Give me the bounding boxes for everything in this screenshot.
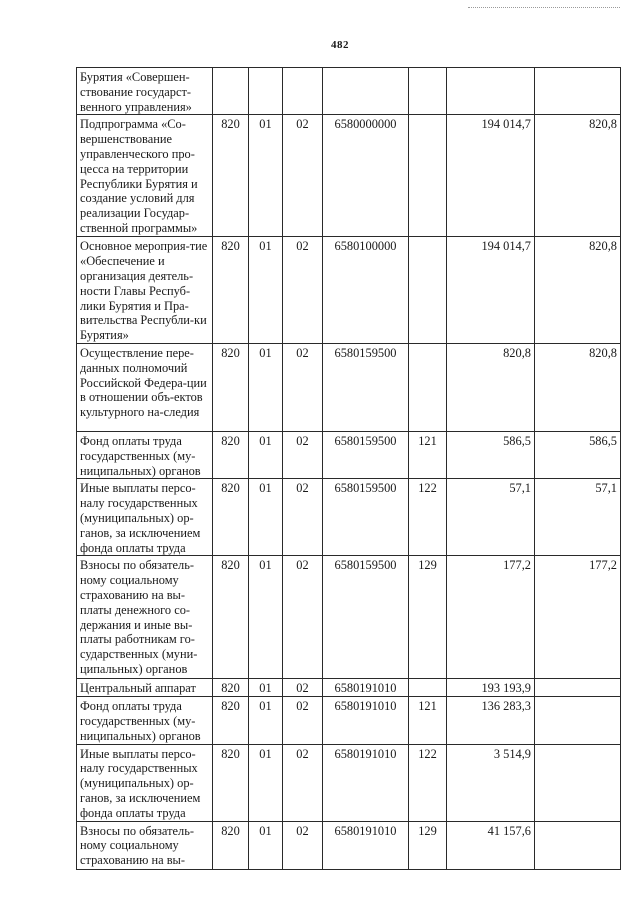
expense-type-cell (409, 237, 447, 344)
subsection-code-cell: 02 (283, 237, 323, 344)
ministry-code-cell: 820 (213, 679, 249, 697)
amount-federal-cell: 820,8 (535, 237, 621, 344)
target-article-cell: 6580191010 (323, 744, 409, 821)
subsection-code-cell: 02 (283, 556, 323, 679)
scan-edge-mark (468, 7, 620, 8)
target-article-cell: 6580159500 (323, 556, 409, 679)
row-name-cell: Подпрограмма «Со-вершенствование управленческого про-цесса на территории Республики Бурятия и создание условий для реализации Государ-ственной программы» (77, 115, 213, 237)
section-code-cell: 01 (249, 115, 283, 237)
subsection-code-cell: 02 (283, 115, 323, 237)
subsection-code-cell: 02 (283, 697, 323, 744)
ministry-code-cell (213, 68, 249, 115)
page-number: 482 (331, 39, 349, 51)
amount-federal-cell (535, 679, 621, 697)
amount-federal-cell: 57,1 (535, 479, 621, 556)
subsection-code-cell: 02 (283, 679, 323, 697)
target-article-cell: 6580159500 (323, 479, 409, 556)
ministry-code-cell: 820 (213, 343, 249, 431)
row-name-cell: Фонд оплаты труда государственных (му-ниципальных) органов (77, 697, 213, 744)
subsection-code-cell: 02 (283, 744, 323, 821)
target-article-cell: 6580000000 (323, 115, 409, 237)
amount-total-cell: 820,8 (447, 343, 535, 431)
target-article-cell: 6580191010 (323, 679, 409, 697)
section-code-cell: 01 (249, 431, 283, 478)
target-article-cell: 6580100000 (323, 237, 409, 344)
row-name-cell: Иные выплаты персо-налу государственных (муниципальных) ор-ганов, за исключением фонда оплаты труда (77, 744, 213, 821)
subsection-code-cell (283, 68, 323, 115)
section-code-cell (249, 68, 283, 115)
amount-federal-cell: 586,5 (535, 431, 621, 478)
budget-table (76, 67, 621, 870)
expense-type-cell: 121 (409, 431, 447, 478)
section-code-cell: 01 (249, 679, 283, 697)
amount-total-cell: 194 014,7 (447, 115, 535, 237)
amount-federal-cell (535, 697, 621, 744)
ministry-code-cell: 820 (213, 237, 249, 344)
amount-federal-cell (535, 821, 621, 869)
target-article-cell: 6580191010 (323, 697, 409, 744)
amount-federal-cell (535, 68, 621, 115)
ministry-code-cell: 820 (213, 744, 249, 821)
ministry-code-cell: 820 (213, 431, 249, 478)
ministry-code-cell: 820 (213, 697, 249, 744)
subsection-code-cell: 02 (283, 479, 323, 556)
amount-federal-cell: 820,8 (535, 115, 621, 237)
table-row (77, 821, 621, 869)
ministry-code-cell: 820 (213, 115, 249, 237)
expense-type-cell (409, 343, 447, 431)
subsection-code-cell: 02 (283, 821, 323, 869)
section-code-cell: 01 (249, 821, 283, 869)
section-code-cell: 01 (249, 556, 283, 679)
expense-type-cell: 122 (409, 479, 447, 556)
table-row (77, 343, 621, 431)
table-row (77, 556, 621, 679)
subsection-code-cell: 02 (283, 431, 323, 478)
amount-total-cell: 3 514,9 (447, 744, 535, 821)
section-code-cell: 01 (249, 744, 283, 821)
target-article-cell (323, 68, 409, 115)
row-name-cell: Фонд оплаты труда государственных (му-ниципальных) органов (77, 431, 213, 478)
expense-type-cell (409, 679, 447, 697)
target-article-cell: 6580191010 (323, 821, 409, 869)
table-row (77, 115, 621, 237)
ministry-code-cell: 820 (213, 556, 249, 679)
amount-total-cell: 177,2 (447, 556, 535, 679)
table-row (77, 431, 621, 478)
row-name-cell: Осуществление пере-данных полномочий Российской Федера-ции в отношении объ-ектов культурного на-следия (77, 343, 213, 431)
table-row (77, 68, 621, 115)
section-code-cell: 01 (249, 697, 283, 744)
amount-total-cell: 136 283,3 (447, 697, 535, 744)
row-name-cell: Бурятия «Совершен-ствование государст-венного управления» (77, 68, 213, 115)
table-row (77, 697, 621, 744)
subsection-code-cell: 02 (283, 343, 323, 431)
amount-total-cell (447, 68, 535, 115)
row-name-cell: Основное мероприя-тие «Обеспечение и организация деятель-ности Главы Респуб-лики Бурятия и Пра-вительства Республи-ки Бурятия» (77, 237, 213, 344)
table-row (77, 237, 621, 344)
section-code-cell: 01 (249, 343, 283, 431)
ministry-code-cell: 820 (213, 479, 249, 556)
section-code-cell: 01 (249, 479, 283, 556)
row-name-cell: Иные выплаты персо-налу государственных (муниципальных) ор-ганов, за исключением фонда оплаты труда (77, 479, 213, 556)
amount-total-cell: 194 014,7 (447, 237, 535, 344)
amount-federal-cell: 177,2 (535, 556, 621, 679)
amount-federal-cell: 820,8 (535, 343, 621, 431)
expense-type-cell: 122 (409, 744, 447, 821)
table-row (77, 479, 621, 556)
expense-type-cell (409, 68, 447, 115)
row-name-cell: Взносы по обязатель-ному социальному страхованию на вы-платы денежного со-держания и иные вы-платы работникам го-сударственных (муни-ципальных) органов (77, 556, 213, 679)
expense-type-cell: 129 (409, 556, 447, 679)
table-row (77, 679, 621, 697)
ministry-code-cell: 820 (213, 821, 249, 869)
row-name-cell: Центральный аппарат (77, 679, 213, 697)
target-article-cell: 6580159500 (323, 343, 409, 431)
table-row (77, 744, 621, 821)
expense-type-cell: 121 (409, 697, 447, 744)
amount-federal-cell (535, 744, 621, 821)
target-article-cell: 6580159500 (323, 431, 409, 478)
budget-table-body (77, 68, 621, 870)
amount-total-cell: 57,1 (447, 479, 535, 556)
amount-total-cell: 586,5 (447, 431, 535, 478)
amount-total-cell: 193 193,9 (447, 679, 535, 697)
row-name-cell: Взносы по обязатель-ному социальному страхованию на вы- (77, 821, 213, 869)
amount-total-cell: 41 157,6 (447, 821, 535, 869)
expense-type-cell (409, 115, 447, 237)
section-code-cell: 01 (249, 237, 283, 344)
expense-type-cell: 129 (409, 821, 447, 869)
